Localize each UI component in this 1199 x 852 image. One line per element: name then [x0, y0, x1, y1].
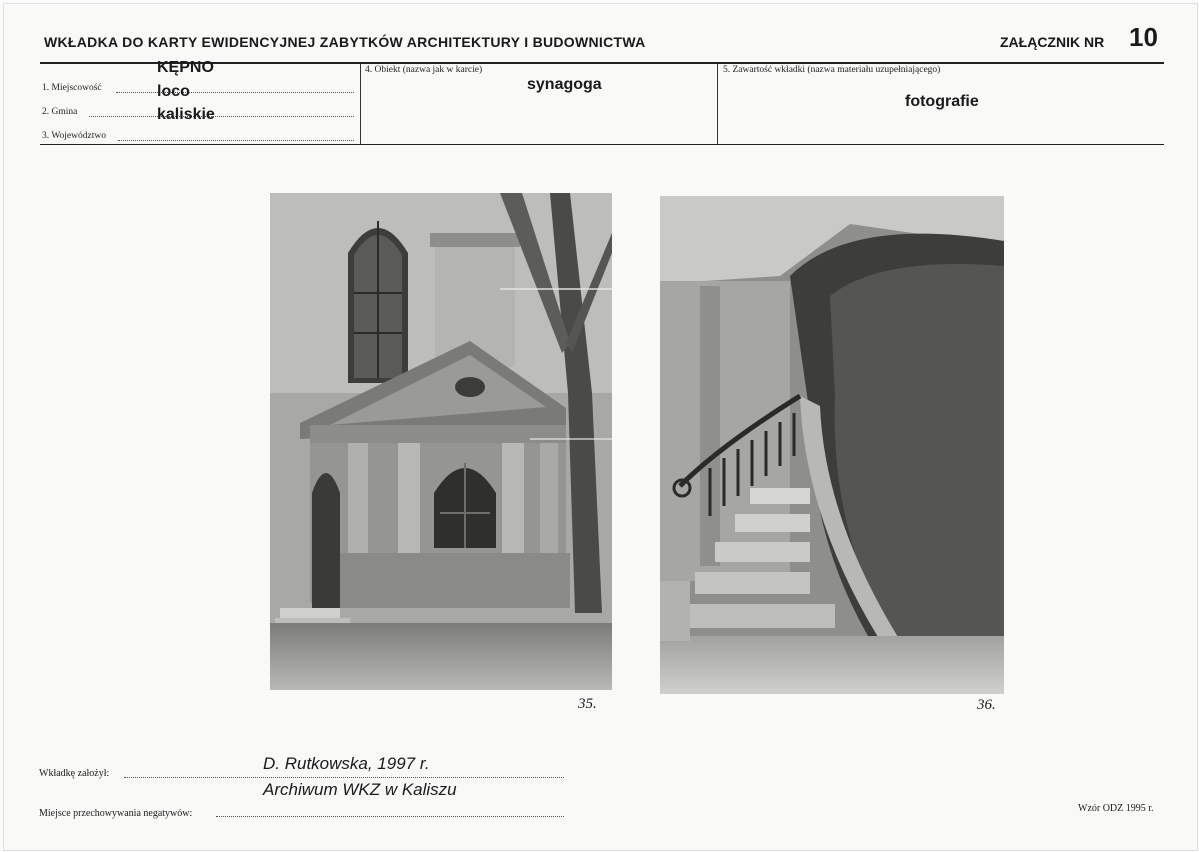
- attachment-number: 10: [1129, 22, 1158, 52]
- miejscowosc-line: [116, 92, 354, 93]
- wojewodztwo-label: 3. Województwo: [42, 131, 106, 141]
- miejsce-label: Miejsce przechowywania negatywów:: [39, 808, 193, 819]
- form-title: WKŁADKA DO KARTY EWIDENCYJNEJ ZABYTKÓW ARCHITEKTURY I BUDOWNICTWA: [44, 34, 646, 50]
- gmina-line: [89, 116, 354, 117]
- obiekt-label: 4. Obiekt (nazwa jak w karcie): [365, 65, 483, 75]
- form-sheet: [3, 3, 1198, 851]
- obiekt-value: synagoga: [527, 76, 602, 93]
- photo-synagogue-portico: [270, 193, 612, 690]
- zalozyl-value: D. Rutkowska, 1997 r.: [263, 754, 430, 773]
- column-divider-2: [717, 64, 718, 144]
- zawartosc-label: 5. Zawartość wkładki (nazwa materiału uzupełniającego): [723, 65, 941, 75]
- form-version: Wzór ODZ 1995 r.: [1078, 803, 1154, 814]
- zalozyl-label: Wkładkę założył:: [39, 768, 110, 779]
- gmina-value: kaliskie: [157, 106, 215, 123]
- photo-35-number: 35.: [578, 696, 597, 712]
- miejscowosc-value: KĘPNO: [157, 59, 214, 76]
- column-divider-1: [360, 64, 361, 144]
- zalozyl-line: [124, 777, 564, 778]
- photo-36-number: 36.: [977, 697, 996, 713]
- miejsce-value: Archiwum WKZ w Kaliszu: [263, 780, 457, 799]
- zawartosc-value: fotografie: [905, 93, 979, 110]
- portico-illustration: [270, 193, 612, 690]
- miejscowosc-label: 1. Miejscowość: [42, 83, 102, 93]
- header-bottom-rule: [40, 144, 1164, 145]
- miejsce-line: [216, 816, 564, 817]
- miejscowosc-extra: loco: [157, 83, 190, 100]
- wojewodztwo-line: [118, 140, 354, 141]
- photo-staircase: [660, 196, 1004, 694]
- gmina-label: 2. Gmina: [42, 107, 78, 117]
- attachment-label: ZAŁĄCZNIK NR: [1000, 34, 1105, 50]
- staircase-illustration: [660, 196, 1004, 694]
